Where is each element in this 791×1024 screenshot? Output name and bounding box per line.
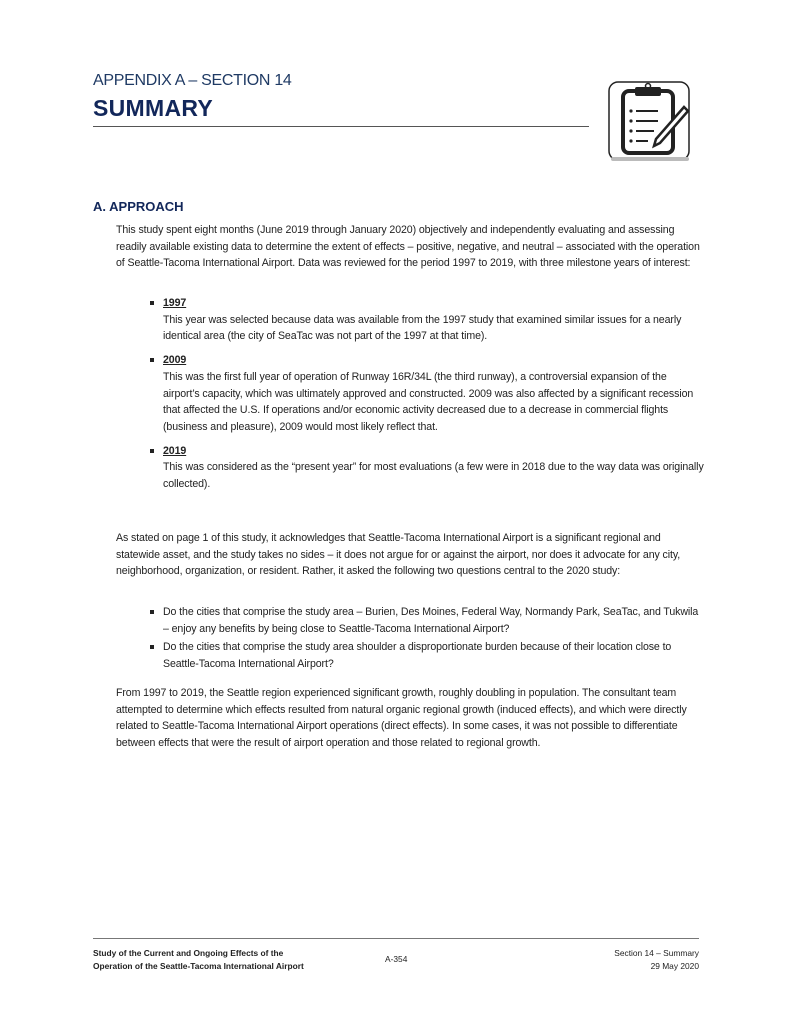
milestone-text: This was considered as the “present year” for most evaluations (a few were in 2018 due to the way data was originally collected). (163, 461, 704, 491)
milestone-year: 2019 (163, 444, 187, 457)
footer-study-title (93, 947, 304, 972)
question-list (116, 604, 706, 675)
paragraph-position: As stated on page 1 of this study, it acknowledges that Seattle-Tacoma International Airport is a significant regional and statewide asset, and the study takes no sides – it does not argue for or against the airport, nor does it advocate for any city, neighborhood, organization, or resident. Rather, it asked the following two questions central to the 2020 study: (116, 532, 681, 578)
milestone-year: 1997 (163, 297, 187, 309)
footer-left-line2: Operation of the Seattle-Tacoma International Airport (93, 960, 304, 971)
clipboard-checklist-pencil-icon (606, 79, 692, 163)
milestone-text: This year was selected because data was available from the 1997 study that examined similar issues for a nearly identical area (the city of SeaTac was not part of the 1997 at that time). (163, 313, 682, 343)
title-divider (93, 126, 589, 127)
footer-divider (93, 938, 699, 939)
paragraph-intro: This study spent eight months (June 2019 through January 2020) objectively and independently evaluating and assessing readily available existing data to determine the extent of effects – positive, negative, and neutral – associated with the operation of Seattle-Tacoma International Airport. Data was reviewed for the period 1997 to 2019, with three milestone years of interest: (116, 224, 700, 270)
footer-left-line1: Study of the Current and Ongoing Effects of the (93, 948, 284, 958)
page-number: A-354 (385, 954, 408, 964)
milestone-text: This was the first full year of operation of Runway 16R/34L (the third runway), a controversial expansion of the airport’s capacity, which was ultimately approved and constructed. 2009 was also affected by a significant recession that affected the U.S. If operations and/or economic activity decreased due to a decrease in commercial flights (business and pleasure), 2009 would most likely reflect that. (163, 370, 694, 433)
list-item: Do the cities that comprise the study area shoulder a disproportionate burden because of their location close to Seattle-Tacoma International Airport? (116, 639, 706, 672)
list-item (116, 295, 706, 345)
footer-right-line1: Section 14 – Summary (614, 948, 699, 958)
list-item (116, 443, 706, 493)
list-item (116, 352, 706, 436)
milestone-year: 2009 (163, 354, 187, 367)
list-item: Do the cities that comprise the study area – Burien, Des Moines, Federal Way, Normandy Park, SeaTac, and Tukwila – enjoy any benefits by being close to Seattle-Tacoma International Airport? (116, 604, 706, 637)
section-heading: A. APPROACH (93, 199, 184, 214)
footer-right-line2: 29 May 2020 (650, 960, 699, 971)
paragraph-growth: From 1997 to 2019, the Seattle region experienced significant growth, roughly doubling in population. The consultant team attempted to determine which effects resulted from natural organic regional growth (induced effects), and which were directly related to Seattle-Tacoma International Airport operations (direct effects). In some cases, it was not possible to differentiate between effects that were the result of airport operation and those related to regional growth. (116, 687, 687, 750)
page-title: SUMMARY (93, 95, 214, 121)
appendix-label: APPENDIX A – SECTION 14 (93, 72, 292, 89)
footer-section-date (560, 947, 699, 972)
milestone-list (116, 295, 706, 500)
